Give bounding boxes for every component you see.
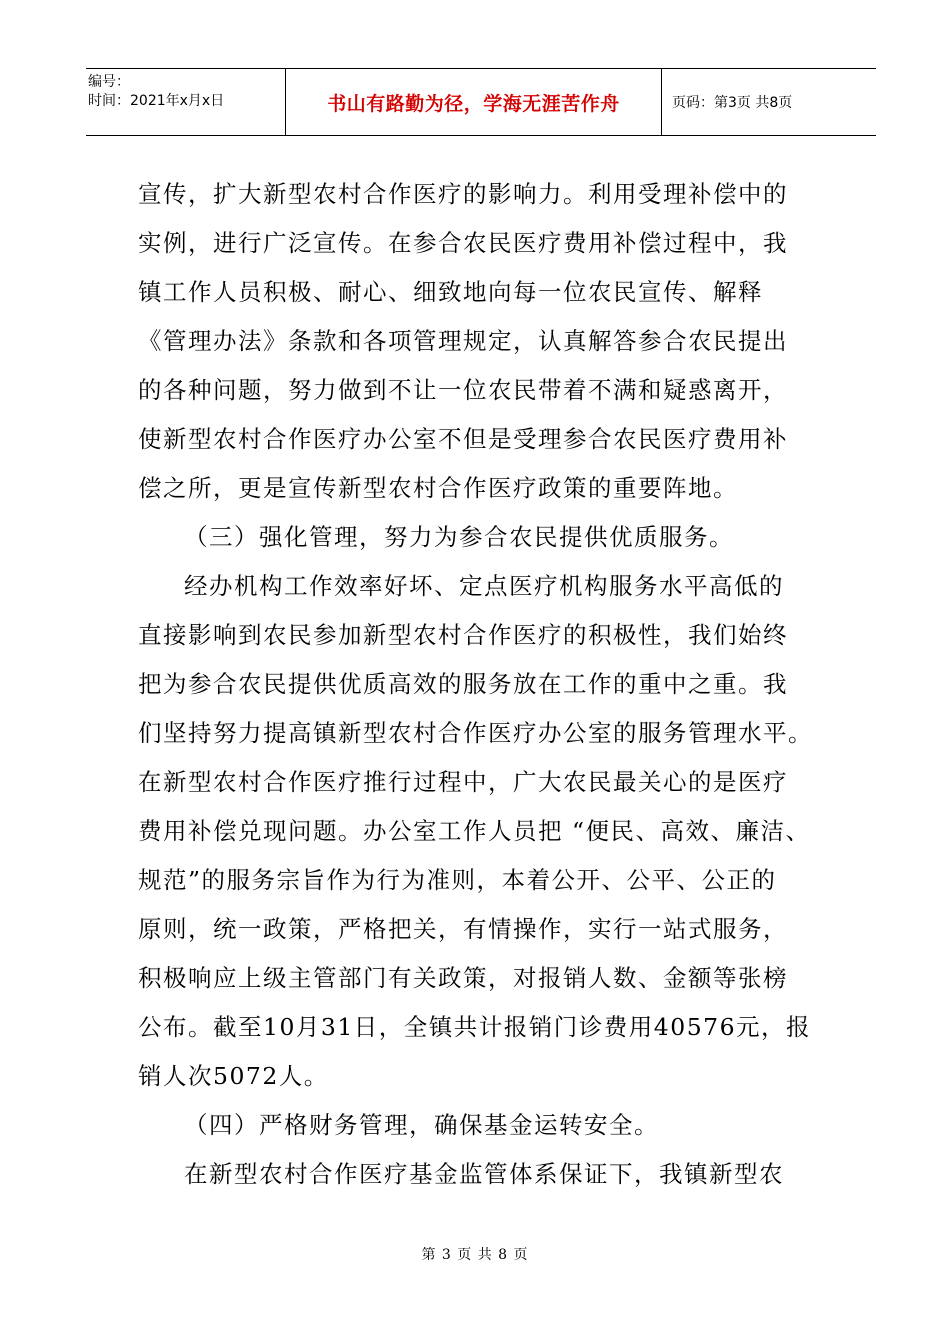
document-body [138, 170, 828, 1199]
text-line: 原则，统一政策，严格把关，有情操作，实行一站式服务， [138, 915, 788, 943]
header-motto-cell [286, 69, 662, 135]
header-motto: 书山有路勤为径，学海无涯苦作舟 [327, 92, 620, 115]
header-page-info [662, 69, 876, 135]
text-line: 经办机构工作效率好坏、定点医疗机构服务水平高低的 [184, 572, 784, 600]
section-heading: （三）强化管理，努力为参合农民提供优质服务。 [184, 523, 734, 551]
text-line: 把为参合农民提供优质高效的服务放在工作的重中之重。我 [138, 670, 788, 698]
text-line: 们坚持努力提高镇新型农村合作医疗办公室的服务管理水平。 [138, 719, 813, 747]
page-footer: 第 3 页 共 8 页 [421, 1247, 529, 1263]
text-line: 的各种问题，努力做到不让一位农民带着不满和疑惑离开， [138, 376, 788, 404]
page-header [86, 68, 876, 136]
text-line: 费用补偿兑现问题。办公室工作人员把 “便民、高效、廉洁、 [138, 817, 811, 845]
text-line: 镇工作人员积极、耐心、细致地向每一位农民宣传、解释 [138, 278, 763, 306]
text-line: 使新型农村合作医疗办公室不但是受理参合农民医疗费用补 [138, 425, 788, 453]
document-time: 时间：2021年x月x日 [88, 93, 225, 109]
text-line: 销人次5072人。 [138, 1062, 329, 1090]
page-info-text: 页码：第3页 共8页 [672, 95, 793, 111]
text-line: 宣传，扩大新型农村合作医疗的影响力。利用受理补偿中的 [138, 180, 788, 208]
text-line: 规范”的服务宗旨作为行为准则，本着公开、公平、公正的 [138, 866, 777, 894]
text-line: 公布。截至10月31日，全镇共计报销门诊费用40576元，报 [138, 1013, 812, 1041]
text-line: 在新型农村合作医疗推行过程中，广大农民最关心的是医疗 [138, 768, 788, 796]
text-line: 实例，进行广泛宣传。在参合农民医疗费用补偿过程中，我 [138, 229, 788, 257]
text-line: 积极响应上级主管部门有关政策，对报销人数、金额等张榜 [138, 964, 788, 992]
header-meta [86, 69, 286, 135]
text-line: 在新型农村合作医疗基金监管体系保证下，我镇新型农 [184, 1160, 784, 1188]
section-heading: （四）严格财务管理，确保基金运转安全。 [184, 1111, 659, 1139]
text-line: 《管理办法》条款和各项管理规定，认真解答参合农民提出 [138, 327, 788, 355]
text-line: 直接影响到农民参加新型农村合作医疗的积极性，我们始终 [138, 621, 788, 649]
document-number: 编号： [88, 74, 130, 90]
text-line: 偿之所，更是宣传新型农村合作医疗政策的重要阵地。 [138, 474, 738, 502]
